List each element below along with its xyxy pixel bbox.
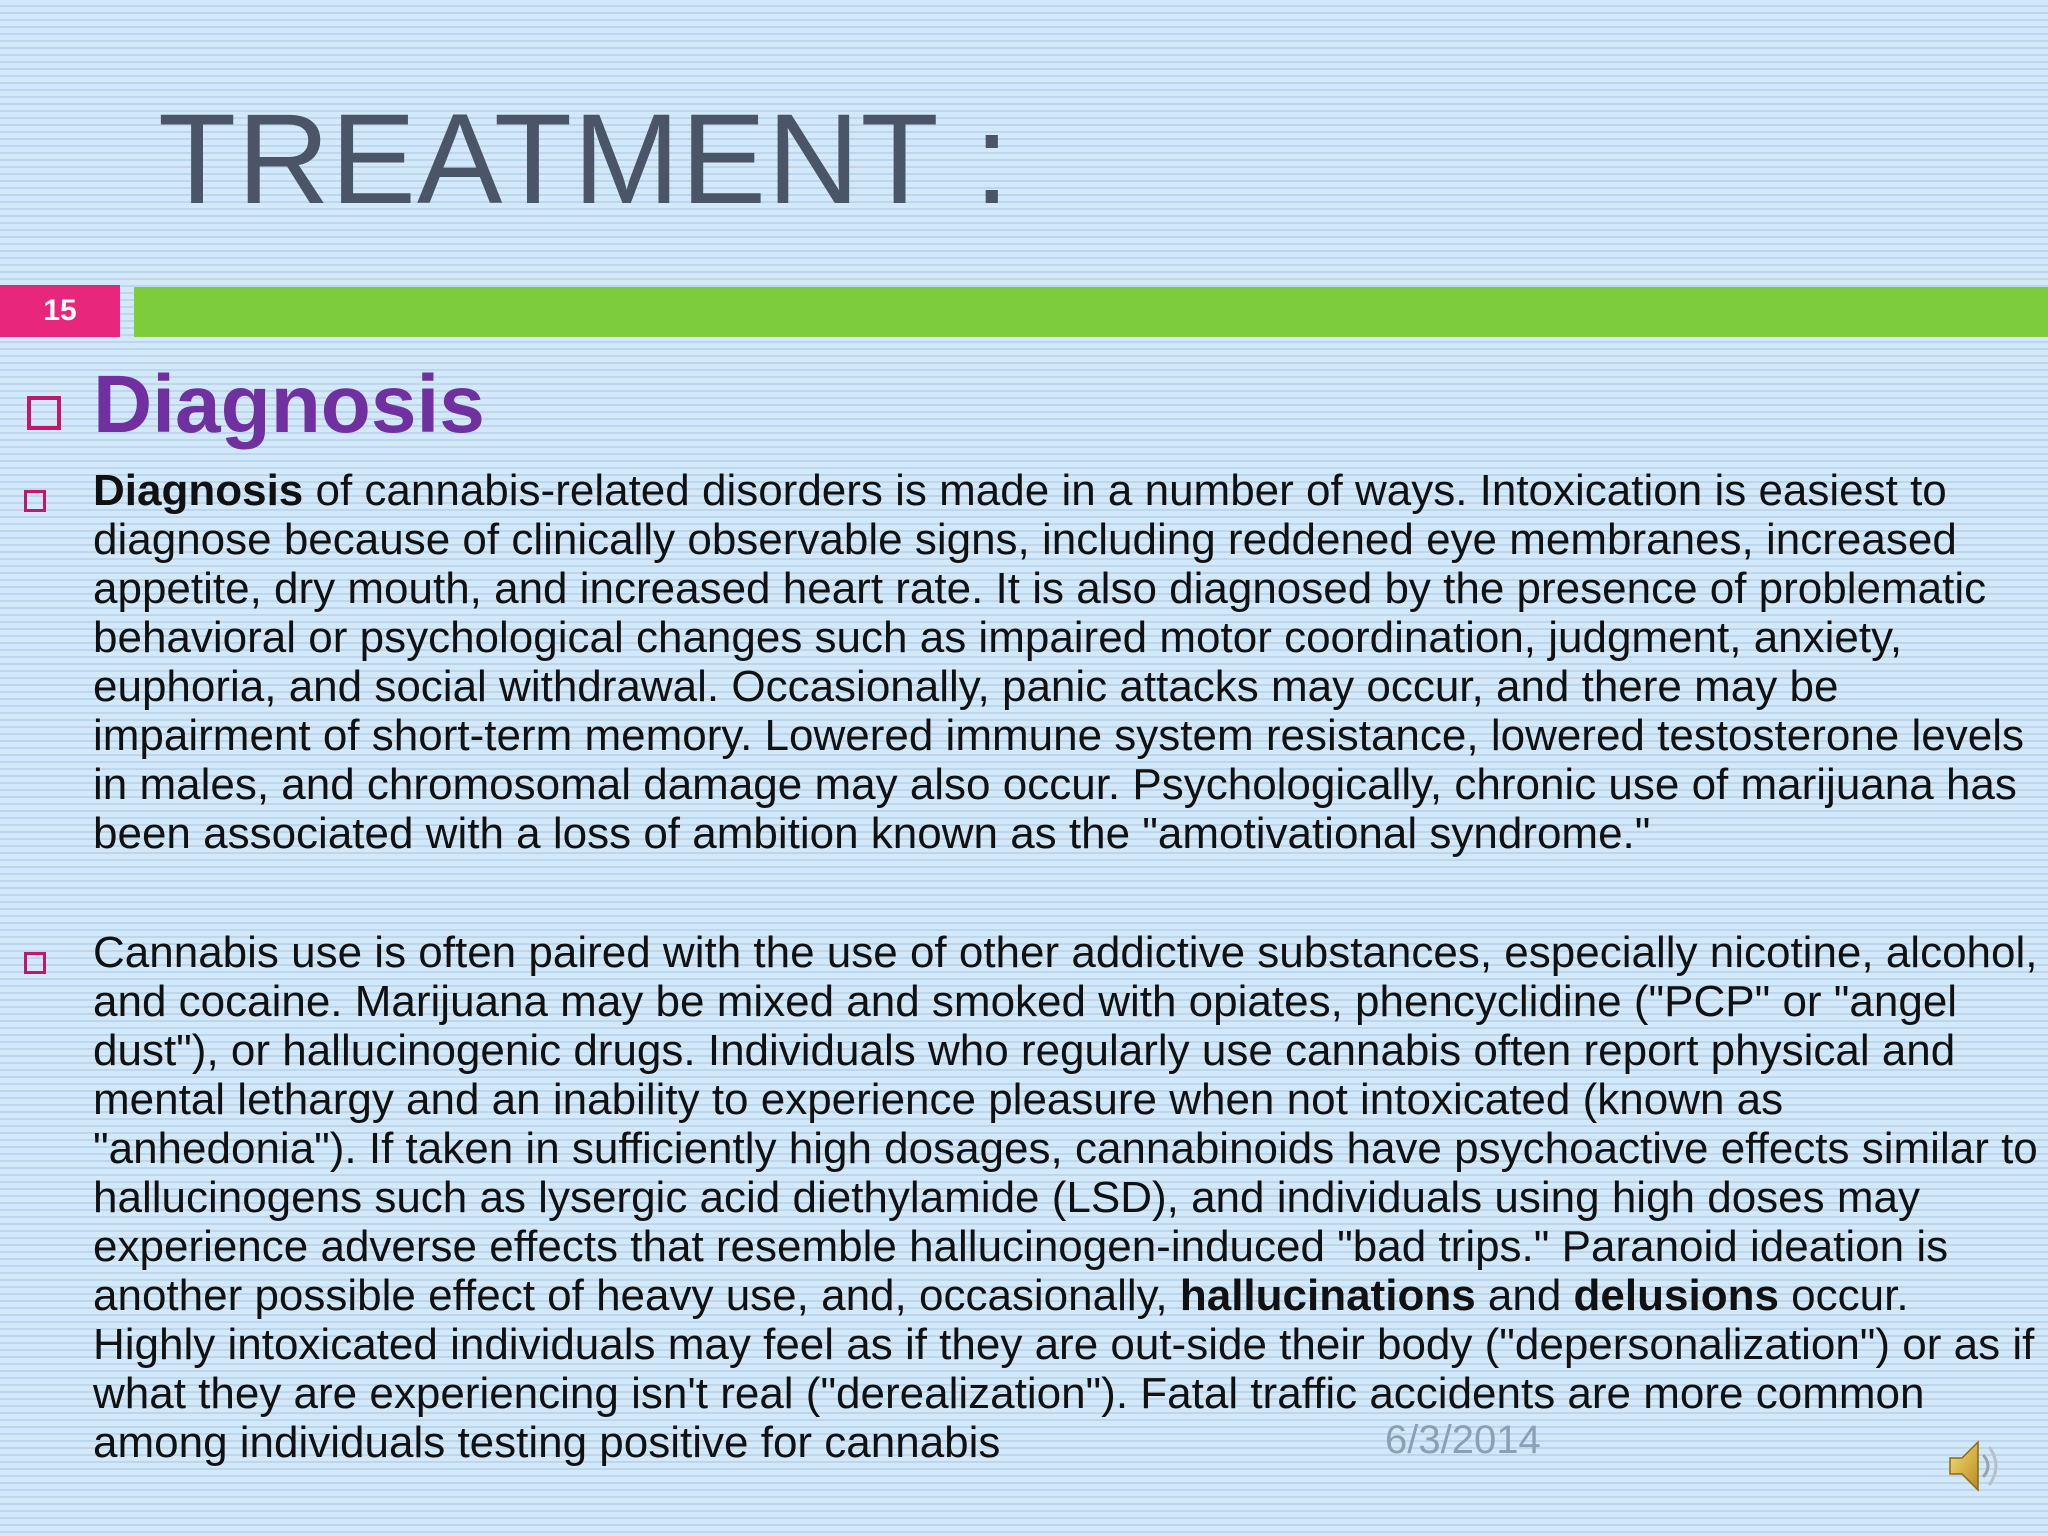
square-bullet-icon [24,490,46,512]
slide-number-badge [0,285,120,337]
title-divider-bar [134,287,2048,337]
slide-body [0,352,2048,1536]
section-heading: Diagnosis [93,359,485,450]
speaker-icon[interactable] [1946,1434,2006,1498]
slide-number: 15 [43,294,77,327]
paragraph-text: of cannabis-related disorders is made in a number of ways. Intoxication is easiest to diagnose because of clinically observable signs, including reddened eye membranes, increased appetite, dry mouth, and increased heart rate. It is also diagnosed by the presence of problematic behavioral or psychological changes such as impaired motor coordination, judgment, anxiety, euphoria, and social withdrawal. Occasionally, panic attacks may occur, and there may be impairment of short-term memory. Lowered immune system resistance, lowered testosterone levels in males, and chromosomal damage may also occur. Psychologically, chronic use of marijuana has been associated with a loss of ambition known as the "amotivational syndrome." [93,466,2024,858]
paragraph-text: and [1475,1271,1574,1320]
paragraph-diagnosis [93,466,2043,858]
slide-date: 6/3/2014 [1385,1418,1541,1462]
bold-term: hallucinations [1179,1271,1476,1320]
square-bullet-icon [24,952,46,974]
bold-term: Diagnosis [93,466,304,515]
square-bullet-icon [27,396,61,430]
bold-term: delusions [1573,1271,1779,1320]
paragraph-text: occur. Highly intoxicated individuals may feel as if they are out-side their body ("depersonalization") or as if what they are experiencing isn't real ("derealization"). Fatal traffic accidents are more common among individuals testing positive for cannabis [93,1271,2035,1467]
paragraph-cannabis-use [93,928,2043,1467]
slide-title: TREATMENT : [158,88,1011,231]
paragraph-text: Cannabis use is often paired with the use of other addictive substances, especially nicotine, alcohol, and cocaine. Marijuana may be mixed and smoked with opiates, phencyclidine ("PCP" or "angel dust"), or hallucinogenic drugs. Individuals who regularly use cannabis often report physical and mental lethargy and an inability to experience pleasure when not intoxicated (known as "anhedonia"). If taken in sufficiently high dosages, cannabinoids have psychoactive effects similar to hallucinogens such as lysergic acid diethylamide (LSD), and individuals using high doses may experience adverse effects that resemble hallucinogen-induced "bad trips." Paranoid ideation is another possible effect of heavy use, and, occasionally, [93,928,2038,1320]
